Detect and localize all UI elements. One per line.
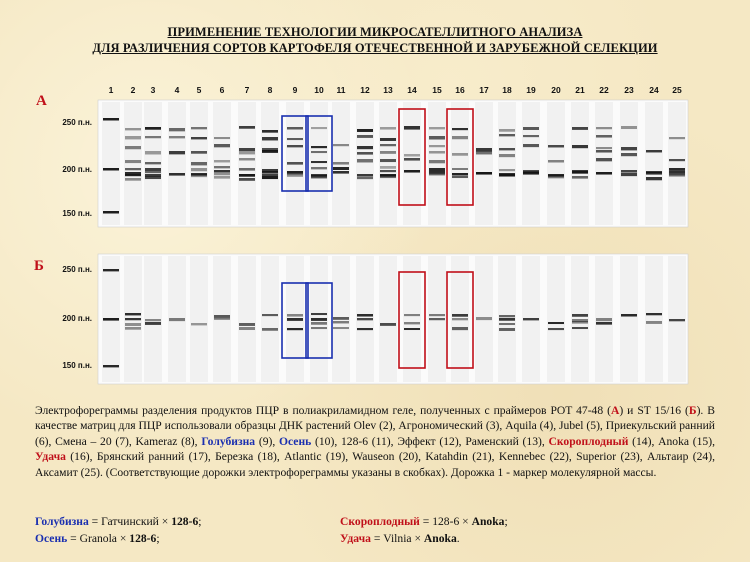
cross-name: Осень [35, 531, 68, 545]
gel-band [287, 171, 303, 174]
gel-band [404, 126, 420, 130]
gel-band [311, 174, 327, 177]
caption-text: Электрофореграммы разделения продуктов ПЦР в полиакриламидном геле, полученных с праймеров POT 47-48 ( [35, 404, 611, 417]
gel-band [239, 151, 255, 154]
gel-band [572, 176, 588, 179]
gel-band [499, 328, 515, 331]
cross-golubizna [35, 514, 202, 531]
gel-band [429, 314, 445, 316]
gel-band [287, 127, 303, 130]
gel-band [548, 145, 564, 147]
lane-number: 7 [244, 85, 250, 95]
gel-band [169, 151, 185, 154]
gel-band [669, 174, 685, 177]
gel-band [596, 158, 612, 161]
gel-band [404, 170, 420, 173]
gel-band [145, 136, 161, 138]
gel-band [499, 129, 515, 132]
cross-end: . [456, 531, 460, 545]
cross-end: ; [504, 515, 508, 528]
cross-skoroplodny [340, 514, 508, 531]
gel-band [214, 137, 230, 139]
cross-parent: Anoka [471, 515, 505, 528]
gel-band [262, 174, 278, 176]
gel-band [169, 136, 185, 138]
gel-band [499, 148, 515, 150]
gel-band [103, 318, 119, 321]
gel-lane [213, 102, 231, 225]
gel-band [572, 145, 588, 148]
gel-band [239, 148, 255, 151]
gel-band [380, 323, 396, 326]
gel-lane [451, 102, 469, 225]
gel-band [596, 135, 612, 138]
gel-band [380, 174, 396, 177]
gel-band [621, 147, 637, 150]
gel-band [125, 327, 141, 330]
gel-band [311, 167, 327, 169]
gel-band [429, 127, 445, 129]
gel-band [452, 314, 468, 317]
gel-band [262, 176, 278, 179]
gel-band [429, 151, 445, 154]
gel-band [452, 176, 468, 178]
gel-band [262, 130, 278, 133]
gel-lane [645, 102, 663, 225]
gel-band [214, 176, 230, 179]
gel-band [596, 147, 612, 149]
gel-band [191, 168, 207, 171]
gel-lane [238, 256, 256, 382]
lane-number: 5 [196, 85, 202, 95]
gel-lane [261, 102, 279, 225]
gel-band [452, 318, 468, 320]
lane-number: 20 [551, 85, 561, 95]
gel-band [429, 168, 445, 171]
gel-band [499, 318, 515, 321]
gel-band [669, 319, 685, 321]
cross-parent: Anoka [423, 531, 457, 545]
caption-text: (14), Anoka (15), [628, 434, 715, 448]
caption-text: (16), Брянский ранний (17), Березка (18), Atlantic (19), Wauseon (20), Katahdin (21), Kennebec (22), Superior (23), Альтаир (24), Аксамит (25). (Соответствующие дорожки электрофореграммы указаны в скобках). Дорожка 1 - маркер молекулярной массы. [35, 450, 715, 479]
gel-band [548, 322, 564, 324]
gel-band [476, 151, 492, 154]
gel-band [572, 171, 588, 174]
gel-band [646, 150, 662, 152]
gel-band [357, 314, 373, 317]
gel-band [669, 168, 685, 171]
gel-band [287, 328, 303, 330]
gel-band [429, 160, 445, 163]
cross-udacha [340, 531, 508, 548]
gel-lane [190, 256, 208, 382]
gel-band [103, 269, 119, 271]
gel-band [125, 168, 141, 170]
gel-band [239, 126, 255, 129]
gel-band [572, 327, 588, 329]
gel-band [333, 144, 349, 146]
title-line-2: ДЛЯ РАЗЛИЧЕНИЯ СОРТОВ КАРТОФЕЛЯ ОТЕЧЕСТВЕННОЙ И ЗАРУБЕЖНОЙ СЕЛЕКЦИИ [92, 41, 658, 55]
gel-band [429, 171, 445, 174]
lane-number: 9 [292, 85, 298, 95]
gel-band [429, 136, 445, 140]
gel-band [452, 173, 468, 176]
gel-band [523, 318, 539, 320]
caption-text: (9), [255, 434, 279, 448]
gel-band [499, 315, 515, 317]
gel-band [523, 172, 539, 175]
lane-number: 12 [360, 85, 370, 95]
size-label: 150 п.н. [62, 209, 92, 218]
cross-name: Удача [340, 531, 371, 545]
cross-end: ; [156, 531, 160, 545]
gel-band [380, 127, 396, 130]
gel-band [145, 168, 161, 171]
lane-number: 2 [130, 85, 136, 95]
gel-band [214, 173, 230, 175]
gel-band [311, 146, 327, 148]
lane-number: 19 [526, 85, 536, 95]
gel-band [333, 317, 349, 320]
gel-band [669, 137, 685, 139]
gel-band [596, 150, 612, 153]
gel-band [476, 317, 492, 320]
caption-text: ) и ST 15/16 ( [619, 404, 689, 417]
size-label: 150 п.н. [62, 361, 92, 370]
cross-parent: 128-6 [171, 515, 199, 528]
gel-band [621, 126, 637, 129]
panel-b-letter: Б [34, 258, 44, 274]
gel-lane [620, 102, 638, 225]
caption-panel-a: А [610, 404, 620, 417]
figure-caption [35, 403, 715, 480]
gel-band [523, 127, 539, 130]
caption-text: ). В качестве матриц для ПЦР использовали образцы ДНК растений Olev (2), Агрономический (3), Aquila (4), Jubel (5), Приекульский ранний (6), Смена – 20 (7), Kameraz (8), [35, 404, 716, 448]
caption-udacha: Удача [35, 450, 66, 464]
gel-band [357, 174, 373, 177]
gel-lane [310, 102, 328, 225]
gel-band [287, 318, 303, 321]
crosses-left [35, 514, 202, 547]
gel-lane [124, 102, 142, 225]
gel-band [214, 315, 230, 317]
gel-band [572, 314, 588, 317]
gel-band [191, 162, 207, 165]
caption-panel-b: Б [688, 404, 697, 417]
gel-band [404, 328, 420, 330]
gel-lane [475, 102, 493, 225]
caption-osen: Осень [279, 434, 312, 448]
gel-band [311, 127, 327, 129]
gel-band [333, 167, 349, 170]
gel-band [452, 136, 468, 139]
crosses-right [340, 514, 508, 547]
gel-band [125, 172, 141, 175]
gel-band [621, 314, 637, 317]
gel-band [125, 128, 141, 130]
gel-band [191, 173, 207, 176]
cross-text: = Vilnia × [370, 531, 424, 545]
gel-band [145, 151, 161, 154]
gel-band [380, 138, 396, 141]
gel-band [262, 314, 278, 316]
gel-band [125, 160, 141, 163]
gel-band [169, 128, 185, 131]
gel-lane [403, 256, 421, 382]
gel-lane [668, 102, 686, 225]
gel-band [311, 151, 327, 153]
gel-band [452, 128, 468, 130]
gel-band [596, 318, 612, 321]
gel-band [287, 314, 303, 317]
gel-band [404, 158, 420, 161]
gel-band [357, 159, 373, 162]
gel-band [287, 174, 303, 177]
gel-band [214, 160, 230, 162]
gel-band [287, 162, 303, 165]
gel-band [429, 145, 445, 147]
gel-band [191, 137, 207, 139]
gel-band [191, 151, 207, 154]
gel-band [145, 171, 161, 173]
gel-band [357, 146, 373, 149]
gel-band [262, 328, 278, 331]
gel-band [125, 136, 141, 139]
gel-band [621, 173, 637, 176]
gel-band [669, 159, 685, 161]
gel-band [357, 152, 373, 155]
gel-band [357, 177, 373, 179]
gel-band [476, 148, 492, 151]
gel-band [125, 318, 141, 320]
gel-lane [356, 102, 374, 225]
caption-text: (10), 128-6 (11), Эффект (12), Раменский (13), [311, 434, 549, 448]
gel-band [357, 135, 373, 138]
gel-lane [428, 102, 446, 225]
gel-lane [522, 102, 540, 225]
lane-number: 4 [174, 85, 180, 95]
gel-band [169, 173, 185, 176]
gel-band [669, 171, 685, 174]
gel-lane [595, 102, 613, 225]
gel-band [452, 168, 468, 170]
lane-number: 25 [672, 85, 682, 95]
gel-band [499, 174, 515, 177]
cross-text: = Granola × [67, 531, 130, 545]
gel-lane [547, 102, 565, 225]
lane-number: 23 [624, 85, 634, 95]
gel-band [125, 313, 141, 315]
gel-band [125, 146, 141, 149]
gel-band [357, 129, 373, 132]
gel-band [214, 317, 230, 320]
title-line-1: ПРИМЕНЕНИЕ ТЕХНОЛОГИИ МИКРОСАТЕЛЛИТНОГО АНАЛИЗА [167, 25, 583, 39]
gel-band [239, 158, 255, 160]
gel-band [311, 313, 327, 315]
gel-band [429, 318, 445, 320]
gel-band [404, 154, 420, 156]
lane-number: 21 [575, 85, 585, 95]
gel-band [214, 166, 230, 168]
gel-band [287, 145, 303, 147]
gel-band [239, 178, 255, 181]
gel-band [646, 321, 662, 324]
gel-band [380, 159, 396, 162]
gel-band [311, 161, 327, 163]
gel-lane [238, 102, 256, 225]
gel-band [239, 323, 255, 326]
cross-name: Скороплодный [340, 515, 420, 528]
lane-number: 18 [502, 85, 512, 95]
gel-lane [168, 102, 186, 225]
cross-osen [35, 531, 202, 548]
gel-band [357, 328, 373, 330]
gel-band [239, 327, 255, 330]
gel-band [262, 150, 278, 153]
gel-band [646, 172, 662, 175]
gel-band [596, 172, 612, 175]
caption-skoroplodny: Скороплодный [548, 434, 629, 448]
size-label: 250 п.н. [62, 265, 92, 274]
caption-golubizna: Голубизна [201, 434, 256, 448]
gel-band [145, 322, 161, 325]
gel-band [476, 172, 492, 175]
gel-band [621, 153, 637, 156]
lane-number: 16 [455, 85, 465, 95]
gel-band [262, 137, 278, 140]
gel-lane [547, 256, 565, 382]
gel-band [333, 321, 349, 323]
lane-number: 15 [432, 85, 442, 95]
gel-band [646, 177, 662, 180]
lane-number: 17 [479, 85, 489, 95]
gel-band [103, 168, 119, 171]
cross-parent: 128-6 [129, 531, 157, 545]
gel-band [621, 170, 637, 173]
cross-name: Голубизна [35, 515, 89, 528]
lane-number: 24 [649, 85, 659, 95]
gel-band [357, 318, 373, 320]
lane-number: 8 [267, 85, 273, 95]
lane-number: 14 [407, 85, 417, 95]
gel-band [380, 166, 396, 169]
gel-lane [645, 256, 663, 382]
gel-band [572, 321, 588, 324]
gel-band [499, 134, 515, 136]
gel-band [596, 322, 612, 325]
gel-band [380, 170, 396, 172]
gel-lane [620, 256, 638, 382]
panel-a-letter: А [36, 93, 47, 109]
gel-band [404, 322, 420, 324]
gel-band [572, 127, 588, 130]
gel-band [499, 323, 515, 325]
gel-lane [261, 256, 279, 382]
gel-band [523, 135, 539, 137]
gel-band [262, 171, 278, 174]
gel-band [103, 365, 119, 367]
lane-number: 3 [150, 85, 156, 95]
lane-number: 6 [219, 85, 225, 95]
gel-band [404, 314, 420, 316]
size-label: 200 п.н. [62, 314, 92, 323]
gel-band [380, 144, 396, 146]
gel-band [145, 174, 161, 177]
gel-band [145, 127, 161, 130]
gel-band [214, 170, 230, 173]
gel-lane [379, 256, 397, 382]
gel-band [333, 171, 349, 174]
gel-band [239, 168, 255, 171]
gel-band [145, 319, 161, 321]
gel-band [103, 211, 119, 214]
size-label: 200 п.н. [62, 165, 92, 174]
lane-number: 10 [314, 85, 324, 95]
cross-end: ; [198, 515, 202, 528]
gel-band [311, 318, 327, 321]
gel-band [214, 144, 230, 147]
gel-band [548, 160, 564, 162]
gel-band [646, 313, 662, 315]
gel-lane [498, 102, 516, 225]
gel-band [287, 138, 303, 140]
gel-band [499, 169, 515, 171]
size-label: 250 п.н. [62, 118, 92, 127]
gel-band [125, 323, 141, 326]
gel-band [452, 153, 468, 156]
lane-number: 1 [108, 85, 114, 95]
lane-number: 13 [383, 85, 393, 95]
gel-band [548, 174, 564, 177]
gel-band [548, 328, 564, 330]
gel-band [311, 327, 327, 329]
gel-lane [571, 102, 589, 225]
gel-band [380, 151, 396, 154]
gel-band [523, 144, 539, 147]
gel-band [125, 178, 141, 181]
lane-number: 22 [599, 85, 609, 95]
gel-band [239, 174, 255, 177]
gel-band [596, 127, 612, 129]
gel-band [333, 162, 349, 165]
gel-band [145, 162, 161, 164]
gel-band [333, 327, 349, 329]
gel-band [169, 318, 185, 321]
gel-band [191, 323, 207, 325]
gel-band [452, 327, 468, 330]
gel-lane [379, 102, 397, 225]
gel-band [191, 127, 207, 129]
cross-text: = 128-6 × [419, 515, 472, 528]
gel-band [311, 322, 327, 325]
gel-lane [403, 102, 421, 225]
lane-number: 11 [336, 85, 346, 95]
gel-band [103, 118, 119, 121]
gel-band [499, 154, 515, 157]
cross-text: = Гатчинский × [88, 515, 172, 528]
